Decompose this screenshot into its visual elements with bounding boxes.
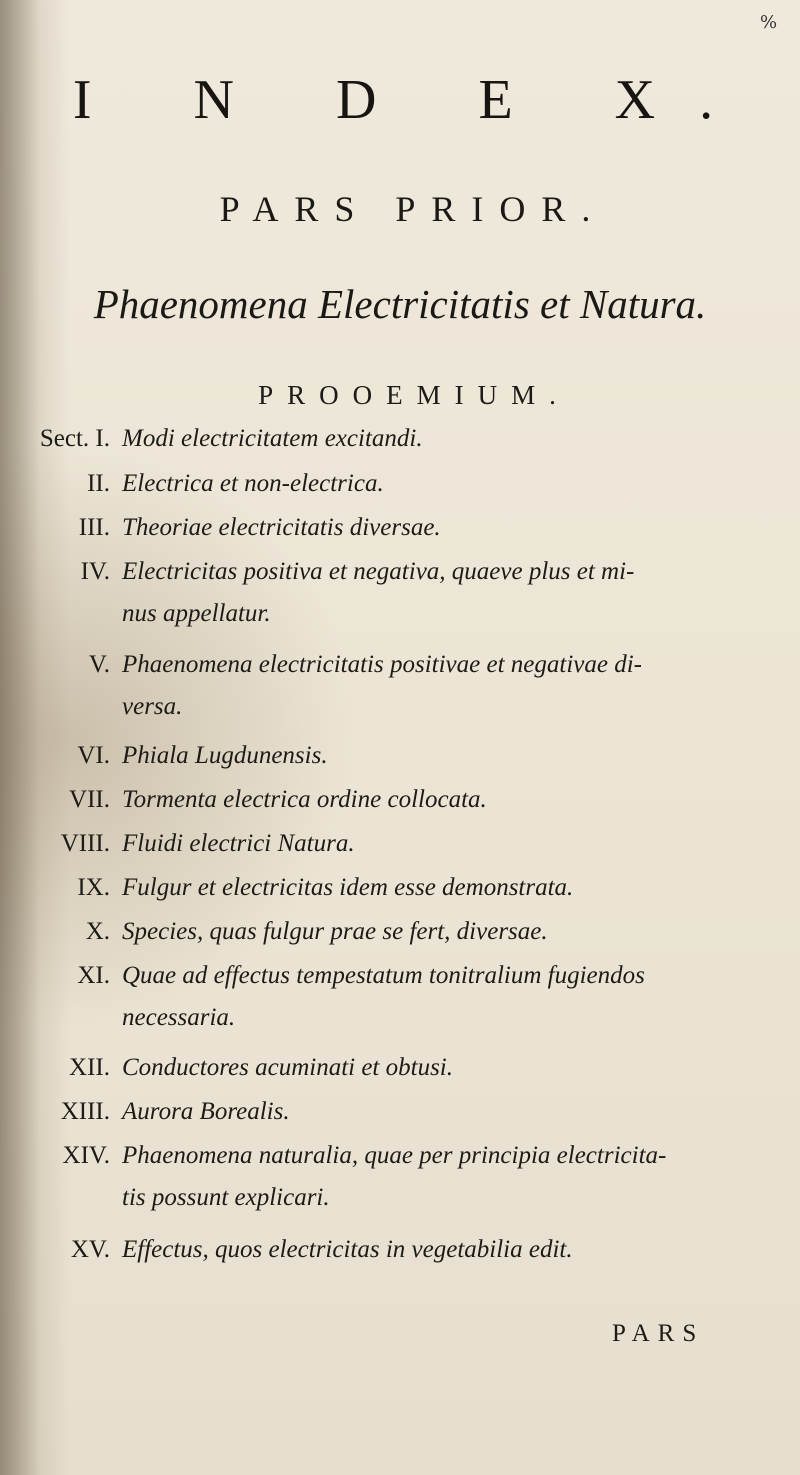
entry-text: Conductores acuminati et obtusi.	[122, 1054, 453, 1081]
entry-number: V.	[88, 651, 110, 678]
entry-text: Theoriae electricitatis diversae.	[122, 514, 441, 541]
entry-text: Quae ad effectus tempestatum tonitralium fugiendos	[122, 962, 645, 989]
entry-text: Fluidi electrici Natura.	[122, 830, 355, 857]
pars-heading: PARS PRIOR.	[219, 189, 607, 229]
entry-number: IX.	[77, 874, 110, 901]
entry-number: XV.	[70, 1236, 110, 1263]
entry-text: Phiala Lugdunensis.	[122, 742, 328, 769]
entry-number: X.	[85, 918, 110, 945]
entry-text: Aurora Borealis.	[122, 1098, 290, 1125]
corner-mark: %	[760, 12, 778, 33]
entry-text: Electricitas positiva et negativa, quaeve plus et mi-	[122, 558, 635, 585]
entry-text: Species, quas fulgur prae se fert, diversae.	[122, 918, 548, 945]
entry-text: Phaenomena naturalia, quae per principia electricita-	[122, 1142, 667, 1169]
entry-number: VI.	[77, 742, 110, 769]
entry-continuation: nus appellatur.	[122, 600, 271, 627]
entry-number: XIV.	[62, 1142, 110, 1169]
section-subtitle: Phaenomena Electricitatis et Natura.	[93, 281, 707, 327]
entry-number: III.	[78, 514, 110, 541]
entry-number: IV.	[80, 558, 110, 585]
entry-text: Effectus, quos electricitas in vegetabilia edit.	[122, 1236, 573, 1263]
entry-continuation: necessaria.	[122, 1004, 236, 1031]
entry-continuation: tis possunt explicari.	[122, 1184, 330, 1211]
entry-text: Electrica et non-electrica.	[122, 470, 384, 497]
entry-text: Tormenta electrica ordine collocata.	[122, 786, 487, 813]
entry-number: XIII.	[60, 1098, 110, 1125]
entry-continuation: versa.	[122, 693, 183, 720]
entry-number: XI.	[77, 962, 110, 989]
entry-number: Sect. I.	[39, 425, 110, 452]
entry-number: VII.	[69, 786, 110, 813]
entry-number: VIII.	[60, 830, 110, 857]
entry-text: Fulgur et electricitas idem esse demonstrata.	[122, 874, 574, 901]
entry-text: Modi electricitatem excitandi.	[122, 425, 423, 452]
entry-number: II.	[87, 470, 110, 497]
entry-number: XII.	[69, 1054, 110, 1081]
entry-text: Phaenomena electricitatis positivae et negativae di-	[122, 651, 642, 678]
prooemium-heading: PROOEMIUM.	[258, 380, 570, 410]
index-title: I N D E X.	[72, 69, 758, 131]
catchword: PARS	[612, 1320, 705, 1347]
